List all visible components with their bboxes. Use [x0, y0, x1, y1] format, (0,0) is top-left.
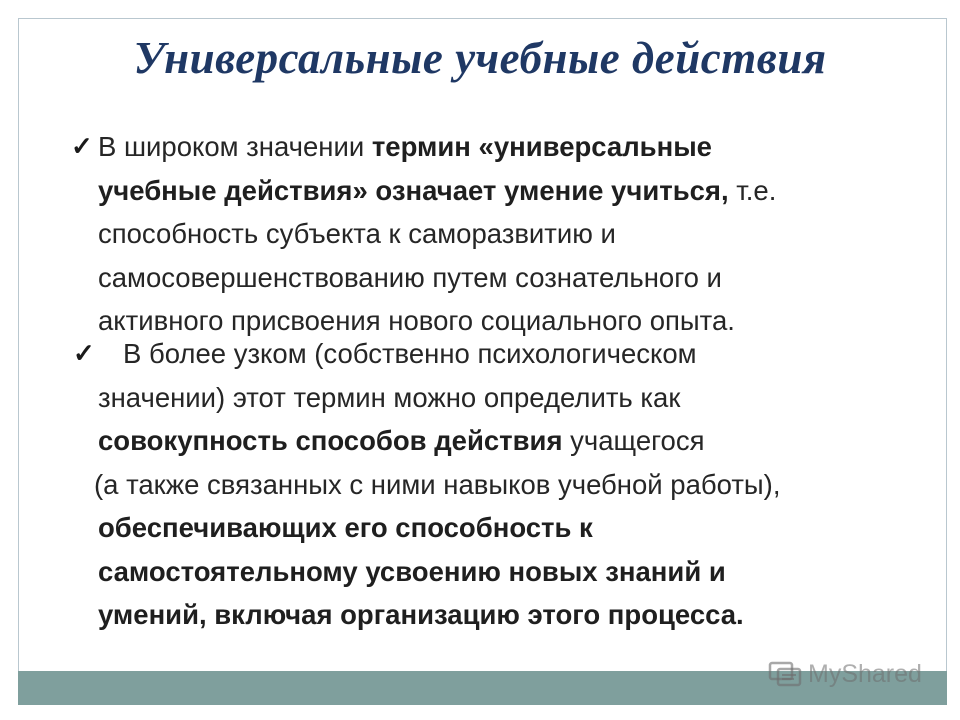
bullet-text: учащегося: [562, 425, 705, 456]
bullet-line: [98, 506, 918, 550]
myshared-logo-icon: [768, 659, 802, 689]
bullet-line: [98, 169, 918, 213]
slide-title: Универсальные учебные действия: [133, 33, 827, 83]
bullet-text: В широком значении: [98, 131, 372, 162]
bullet-item-2: [73, 332, 918, 637]
watermark-text: MyShared: [808, 659, 922, 688]
bullet-line: (а также связанных с ними навыков учебной работы),: [94, 468, 781, 500]
bullet-text-bold: обеспечивающих его способность к: [98, 512, 593, 543]
bullet-text-bold: термин «универсальные: [371, 131, 712, 162]
checkmark-icon: ✓: [71, 131, 93, 161]
bullet-text-bold: умений, включая организацию этого процесса.: [98, 599, 744, 630]
bullet-line: значении) этот термин можно определить как: [98, 381, 681, 413]
bullet-line: способность субъекта к саморазвитию и: [98, 218, 616, 249]
bullet-text-bold: самостоятельному усвоению новых знаний и: [98, 555, 726, 587]
checkmark-icon: ✓: [73, 338, 95, 368]
bullet-line: [98, 125, 918, 169]
bullet-line: [98, 593, 918, 637]
bullet-line: самосовершенствованию путем сознательного и: [98, 261, 722, 293]
bullet-line: активного присвоения нового социального опыта.: [98, 305, 735, 336]
bullet-text-bold: совокупность способов действия: [98, 425, 563, 456]
bullet-line: В более узком (собственно психологическом: [123, 338, 697, 369]
bullet-text-bold: учебные действия» означает умение учиться,: [98, 174, 729, 206]
watermark: [768, 654, 922, 694]
bullet-line: [98, 419, 918, 463]
bullet-item-1: [71, 125, 918, 343]
bullet-line: [98, 550, 918, 594]
bullet-text: т.е.: [728, 174, 777, 206]
